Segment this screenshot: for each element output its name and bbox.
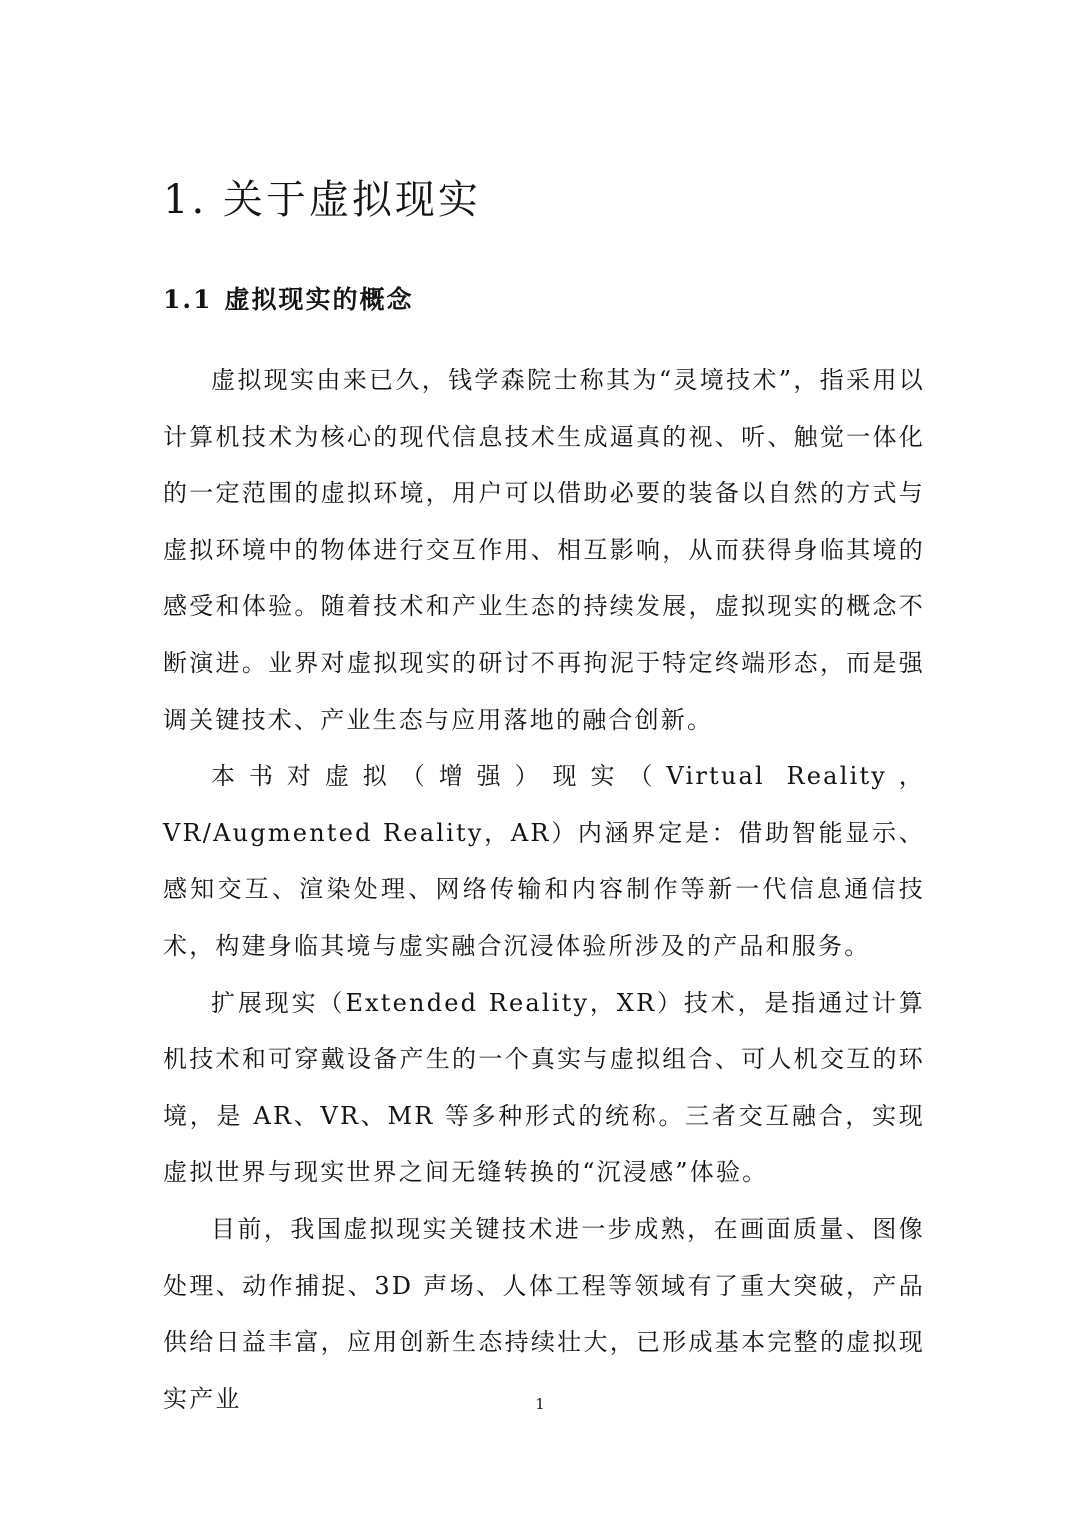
section-title: 虚拟现实的概念 — [224, 285, 414, 314]
paragraph-vr-definition: 虚拟现实由来已久，钱学森院士称其为“灵境技术”，指采用以计算机技术为核心的现代信息技术生成逼真的视、听、触觉一体化的一定范围的虚拟环境，用户可以借助必要的装备以自然的方式与虚拟环境中的物体进行交互作用、相互影响，从而获得身临其境的感受和体验。随着技术和产业生态的持续发展，虚拟现实的概念不断演进。业界对虚拟现实的研讨不再拘泥于特定终端形态，而是强调关键技术、产业生态与应用落地的融合创新。 — [163, 366, 925, 734]
chapter-title: 1. 关于虚拟现实 — [163, 177, 481, 223]
section-heading — [163, 280, 414, 320]
body-text — [163, 352, 925, 1427]
page-number: 1 — [535, 1395, 545, 1413]
paragraph-xr-definition: 扩展现实（Extended Reality，XR）技术，是指通过计算机技术和可穿戴设备产生的一个真实与虚拟组合、可人机交互的环境，是 AR、VR、MR 等多种形式的统称。三者交互融合，实现虚拟世界与现实世界之间无缝转换的“沉浸感”体验。 — [163, 988, 925, 1187]
section-number: 1.1 — [163, 285, 213, 314]
paragraph-book-scope: 本书对虚拟（增强）现实（Virtual Reality，VR/Augmented Reality，AR）内涵界定是：借助智能显示、感知交互、渲染处理、网络传输和内容制作等新一代信息通信技术，构建身临其境与虚实融合沉浸体验所涉及的产品和服务。 — [163, 762, 925, 960]
paragraph-current-status: 目前，我国虚拟现实关键技术进一步成熟，在画面质量、图像处理、动作捕捉、3D 声场、人体工程等领域有了重大突破，产品供给日益丰富，应用创新生态持续壮大，已形成基本完整的虚拟现实产业 — [163, 1214, 925, 1413]
